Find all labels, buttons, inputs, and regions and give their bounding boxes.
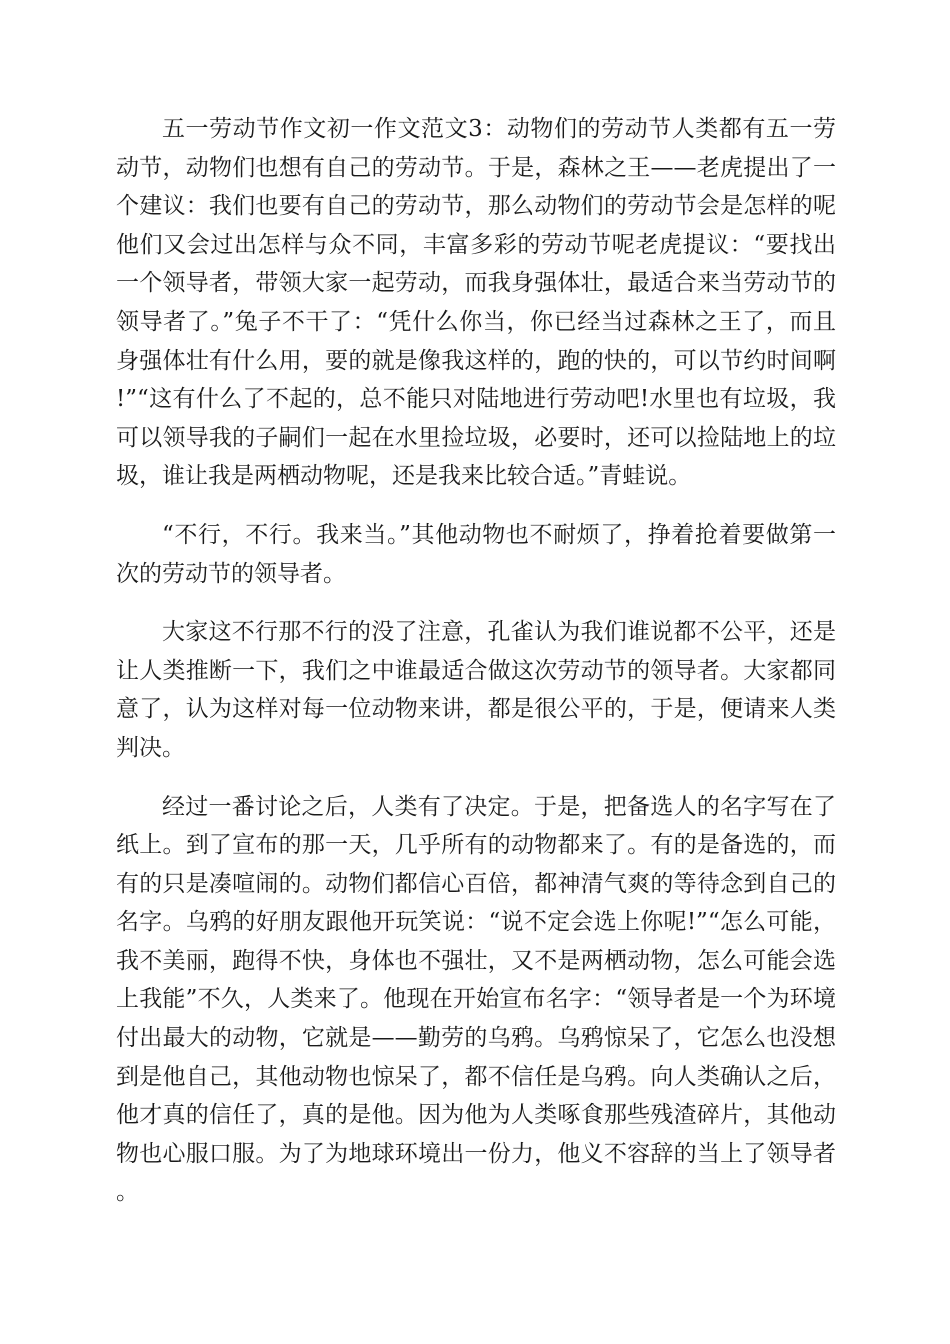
document-body xyxy=(116,110,836,1232)
paragraph-1: 五一劳动节作文初一作文范文3：动物们的劳动节人类都有五一劳动节，动物们也想有自己的劳动节。于是，森林之王——老虎提出了一个建议：我们也要有自己的劳动节，那么动物们的劳动节会是怎样的呢他们又会过出怎样与众不同，丰富多彩的劳动节呢老虎提议：“要找出一个领导者，带领大家一起劳动，而我身强体壮，最适合来当劳动节的领导者了。”兔子不干了：“凭什么你当，你已经当过森林之王了，而且身强体壮有什么用，要的就是像我这样的，跑的快的，可以节约时间啊!”“这有什么了不起的，总不能只对陆地进行劳动吧!水里也有垃圾，我可以领导我的子嗣们一起在水里捡垃圾，必要时，还可以捡陆地上的垃圾，谁让我是两栖动物呢，还是我来比较合适。”青蛙说。 xyxy=(116,116,836,490)
paragraph-3: 大家这不行那不行的没了注意，孔雀认为我们谁说都不公平，还是让人类推断一下，我们之中谁最适合做这次劳动节的领导者。大家都同意了，认为这样对每一位动物来讲，都是很公平的，于是，便请来人类判决。 xyxy=(116,619,836,761)
paragraph-2: “不行，不行。我来当。”其他动物也不耐烦了，挣着抢着要做第一次的劳动节的领导者。 xyxy=(116,521,836,587)
paragraph-4: 经过一番讨论之后，人类有了决定。于是，把备选人的名字写在了纸上。到了宣布的那一天，几乎所有的动物都来了。有的是备选的，而有的只是凑喧闹的。动物们都信心百倍，都神清气爽的等待念到自己的名字。乌鸦的好朋友跟他开玩笑说：“说不定会选上你呢!”“怎么可能，我不美丽，跑得不快，身体也不强壮，又不是两栖动物，怎么可能会选上我能”不久，人类来了。他现在开始宣布名字：“领导者是一个为环境付出最大的动物，它就是——勤劳的乌鸦。乌鸦惊呆了，它怎么也没想到是他自己，其他动物也惊呆了，都不信任是乌鸦。向人类确认之后，他才真的信任了，真的是他。因为他为人类啄食那些残渣碎片，其他动物也心服口服。为了为地球环境出一份力，他义不容辞的当上了领导者。 xyxy=(116,793,836,1206)
